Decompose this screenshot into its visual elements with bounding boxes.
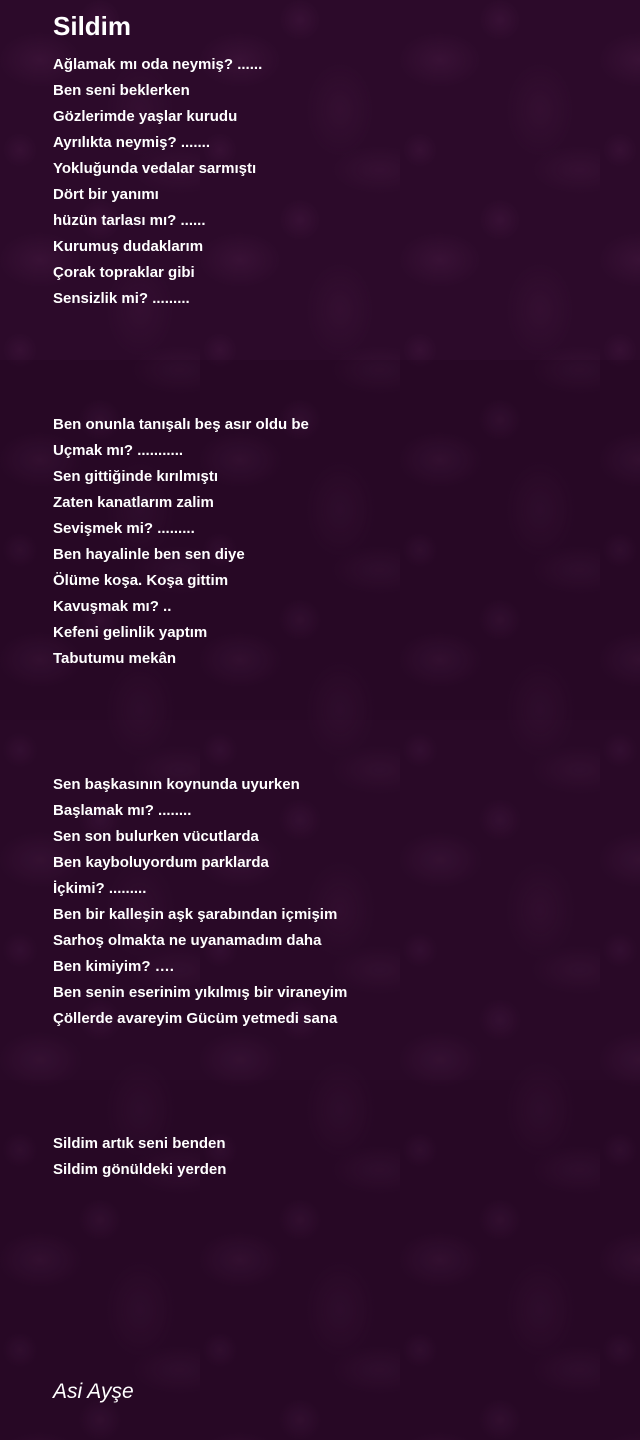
poem-line: Ben senin eserinim yıkılmış bir viraneyim xyxy=(53,984,348,1001)
poem-author: Asi Ayşe xyxy=(53,1380,134,1403)
stanza-1 xyxy=(53,52,262,312)
poem-line: Ben hayalinle ben sen diye xyxy=(53,546,245,563)
poem-line: Ben bir kalleşin aşk şarabından içmişim xyxy=(53,906,338,923)
poem-line: Başlamak mı? ........ xyxy=(53,802,192,819)
poem-line: Ölüme koşa. Koşa gittim xyxy=(53,572,229,589)
stanza-3 xyxy=(53,772,347,1032)
poem-line: Sen son bulurken vücutlarda xyxy=(53,828,259,845)
poem-line: Sen başkasının koynunda uyurken xyxy=(53,776,300,793)
poem-line: Kefeni gelinlik yaptım xyxy=(53,624,208,641)
poem-line: Kavuşmak mı? .. xyxy=(53,598,172,615)
poem-line: Ayrılıkta neymiş? ....... xyxy=(53,134,211,151)
poem-line: Sen gittiğinde kırılmıştı xyxy=(53,468,219,485)
poem-line: Sensizlik mi? ......... xyxy=(53,290,190,307)
poem-line: hüzün tarlası mı? ...... xyxy=(53,212,206,229)
poem-line: Zaten kanatlarım zalim xyxy=(53,494,214,511)
poem-line: Uçmak mı? ........... xyxy=(53,442,184,459)
poem-title: Sildim xyxy=(53,11,132,41)
poem-line: Ağlamak mı oda neymiş? ...... xyxy=(53,56,263,73)
stanza-2 xyxy=(53,412,309,672)
poem-line: Ben seni beklerken xyxy=(53,82,190,99)
poem-line: Ben kayboluyordum parklarda xyxy=(53,854,269,871)
poem-line: Ben onunla tanışalı beş asır oldu be xyxy=(53,416,309,433)
poem-line: Sildim gönüldeki yerden xyxy=(53,1161,227,1178)
poem-line: Sarhoş olmakta ne uyanamadım daha xyxy=(53,932,322,949)
poem-line: Çorak topraklar gibi xyxy=(53,264,195,281)
poem-line: Gözlerimde yaşlar kurudu xyxy=(53,108,238,125)
poem-line: Sildim artık seni benden xyxy=(53,1135,226,1152)
poem-line: Kurumuş dudaklarım xyxy=(53,238,204,255)
poem-line: Yokluğunda vedalar sarmıştı xyxy=(53,160,257,177)
stanza-4 xyxy=(53,1131,226,1183)
poem-line: Dört bir yanımı xyxy=(53,186,159,203)
poem-line: Çöllerde avareyim Gücüm yetmedi sana xyxy=(53,1010,338,1027)
poem-line: İçkimi? ......... xyxy=(53,880,147,897)
poem-line: Tabutumu mekân xyxy=(53,650,177,667)
poem-line: Ben kimiyim? …. xyxy=(53,958,174,975)
poem-line: Sevişmek mi? ......... xyxy=(53,520,195,537)
